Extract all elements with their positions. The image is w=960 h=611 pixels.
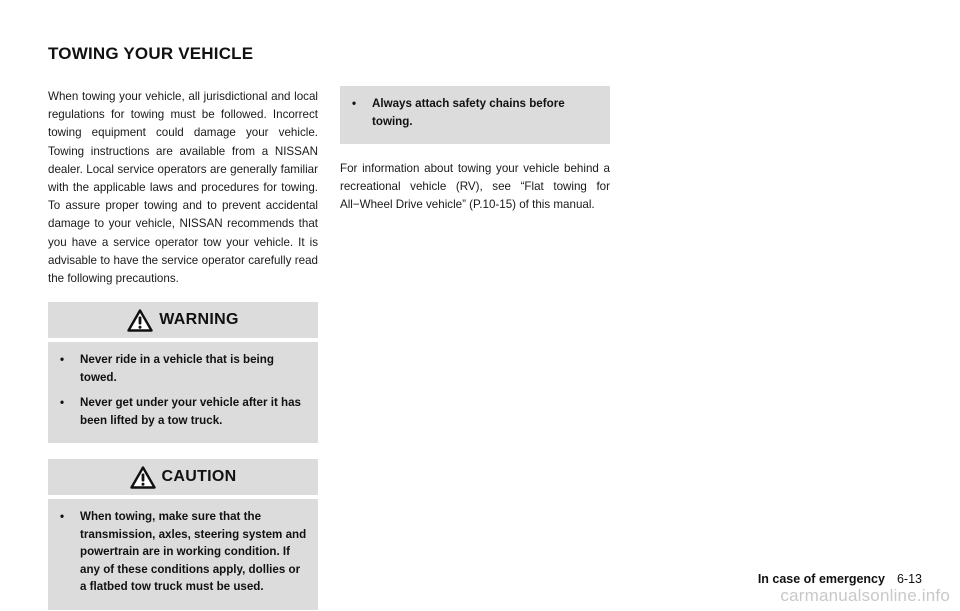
warning-title: WARNING xyxy=(159,311,239,329)
bullet: • xyxy=(60,396,65,410)
rv-paragraph: For information about towing your vehicle behind a recreational vehicle (RV), see “Flat towing for All−Wheel Drive vehicle” (P.10-15) of this manual. xyxy=(340,162,610,212)
caution-title: CAUTION xyxy=(161,468,237,486)
page-number: 6-13 xyxy=(896,572,922,586)
bullet: • xyxy=(60,353,65,367)
warning-item xyxy=(60,394,308,429)
warning-item-text: Always attach safety chains before towing. xyxy=(372,97,565,128)
watermark: carmanualsonline.info xyxy=(780,586,950,605)
warning-triangle-icon xyxy=(127,309,153,332)
bullet: • xyxy=(60,510,65,524)
caution-item xyxy=(60,508,308,596)
caution-item-text: When towing, make sure that the transmission, axles, steering system and powertrain are in working condition. If any of these conditions apply, dollies or a flatbed tow truck must be used. xyxy=(80,510,307,594)
continued-warning-body xyxy=(340,86,610,144)
caution-header xyxy=(48,459,318,495)
intro-paragraph: When towing your vehicle, all jurisdictional and local regulations for towing must be followed. Incorrect towing equipment could damage your vehicle. Towing instructions are available from a NISSAN dealer. Local service operators are generally familiar with the applicable laws and procedures for towing. To assure proper towing and to prevent accidental damage to your vehicle, NISSAN recommends that you have a service operator tow your vehicle. It is advisable to have the service operator carefully read the following precautions. xyxy=(48,90,318,286)
bullet: • xyxy=(352,97,357,110)
page-footer xyxy=(758,572,922,586)
left-column xyxy=(48,88,318,610)
warning-header xyxy=(48,302,318,338)
warning-body xyxy=(48,342,318,443)
caution-triangle-icon xyxy=(130,466,156,489)
warning-item-text: Never get under your vehicle after it has been lifted by a tow truck. xyxy=(80,396,302,427)
warning-item xyxy=(60,351,308,386)
caution-body xyxy=(48,499,318,610)
footer-section-name: In case of emergency xyxy=(757,572,885,586)
section-title: TOWING YOUR VEHICLE xyxy=(48,44,254,63)
warning-item-text: Never ride in a vehicle that is being towed. xyxy=(80,353,274,384)
warning-item xyxy=(352,95,600,130)
middle-column xyxy=(340,86,610,215)
